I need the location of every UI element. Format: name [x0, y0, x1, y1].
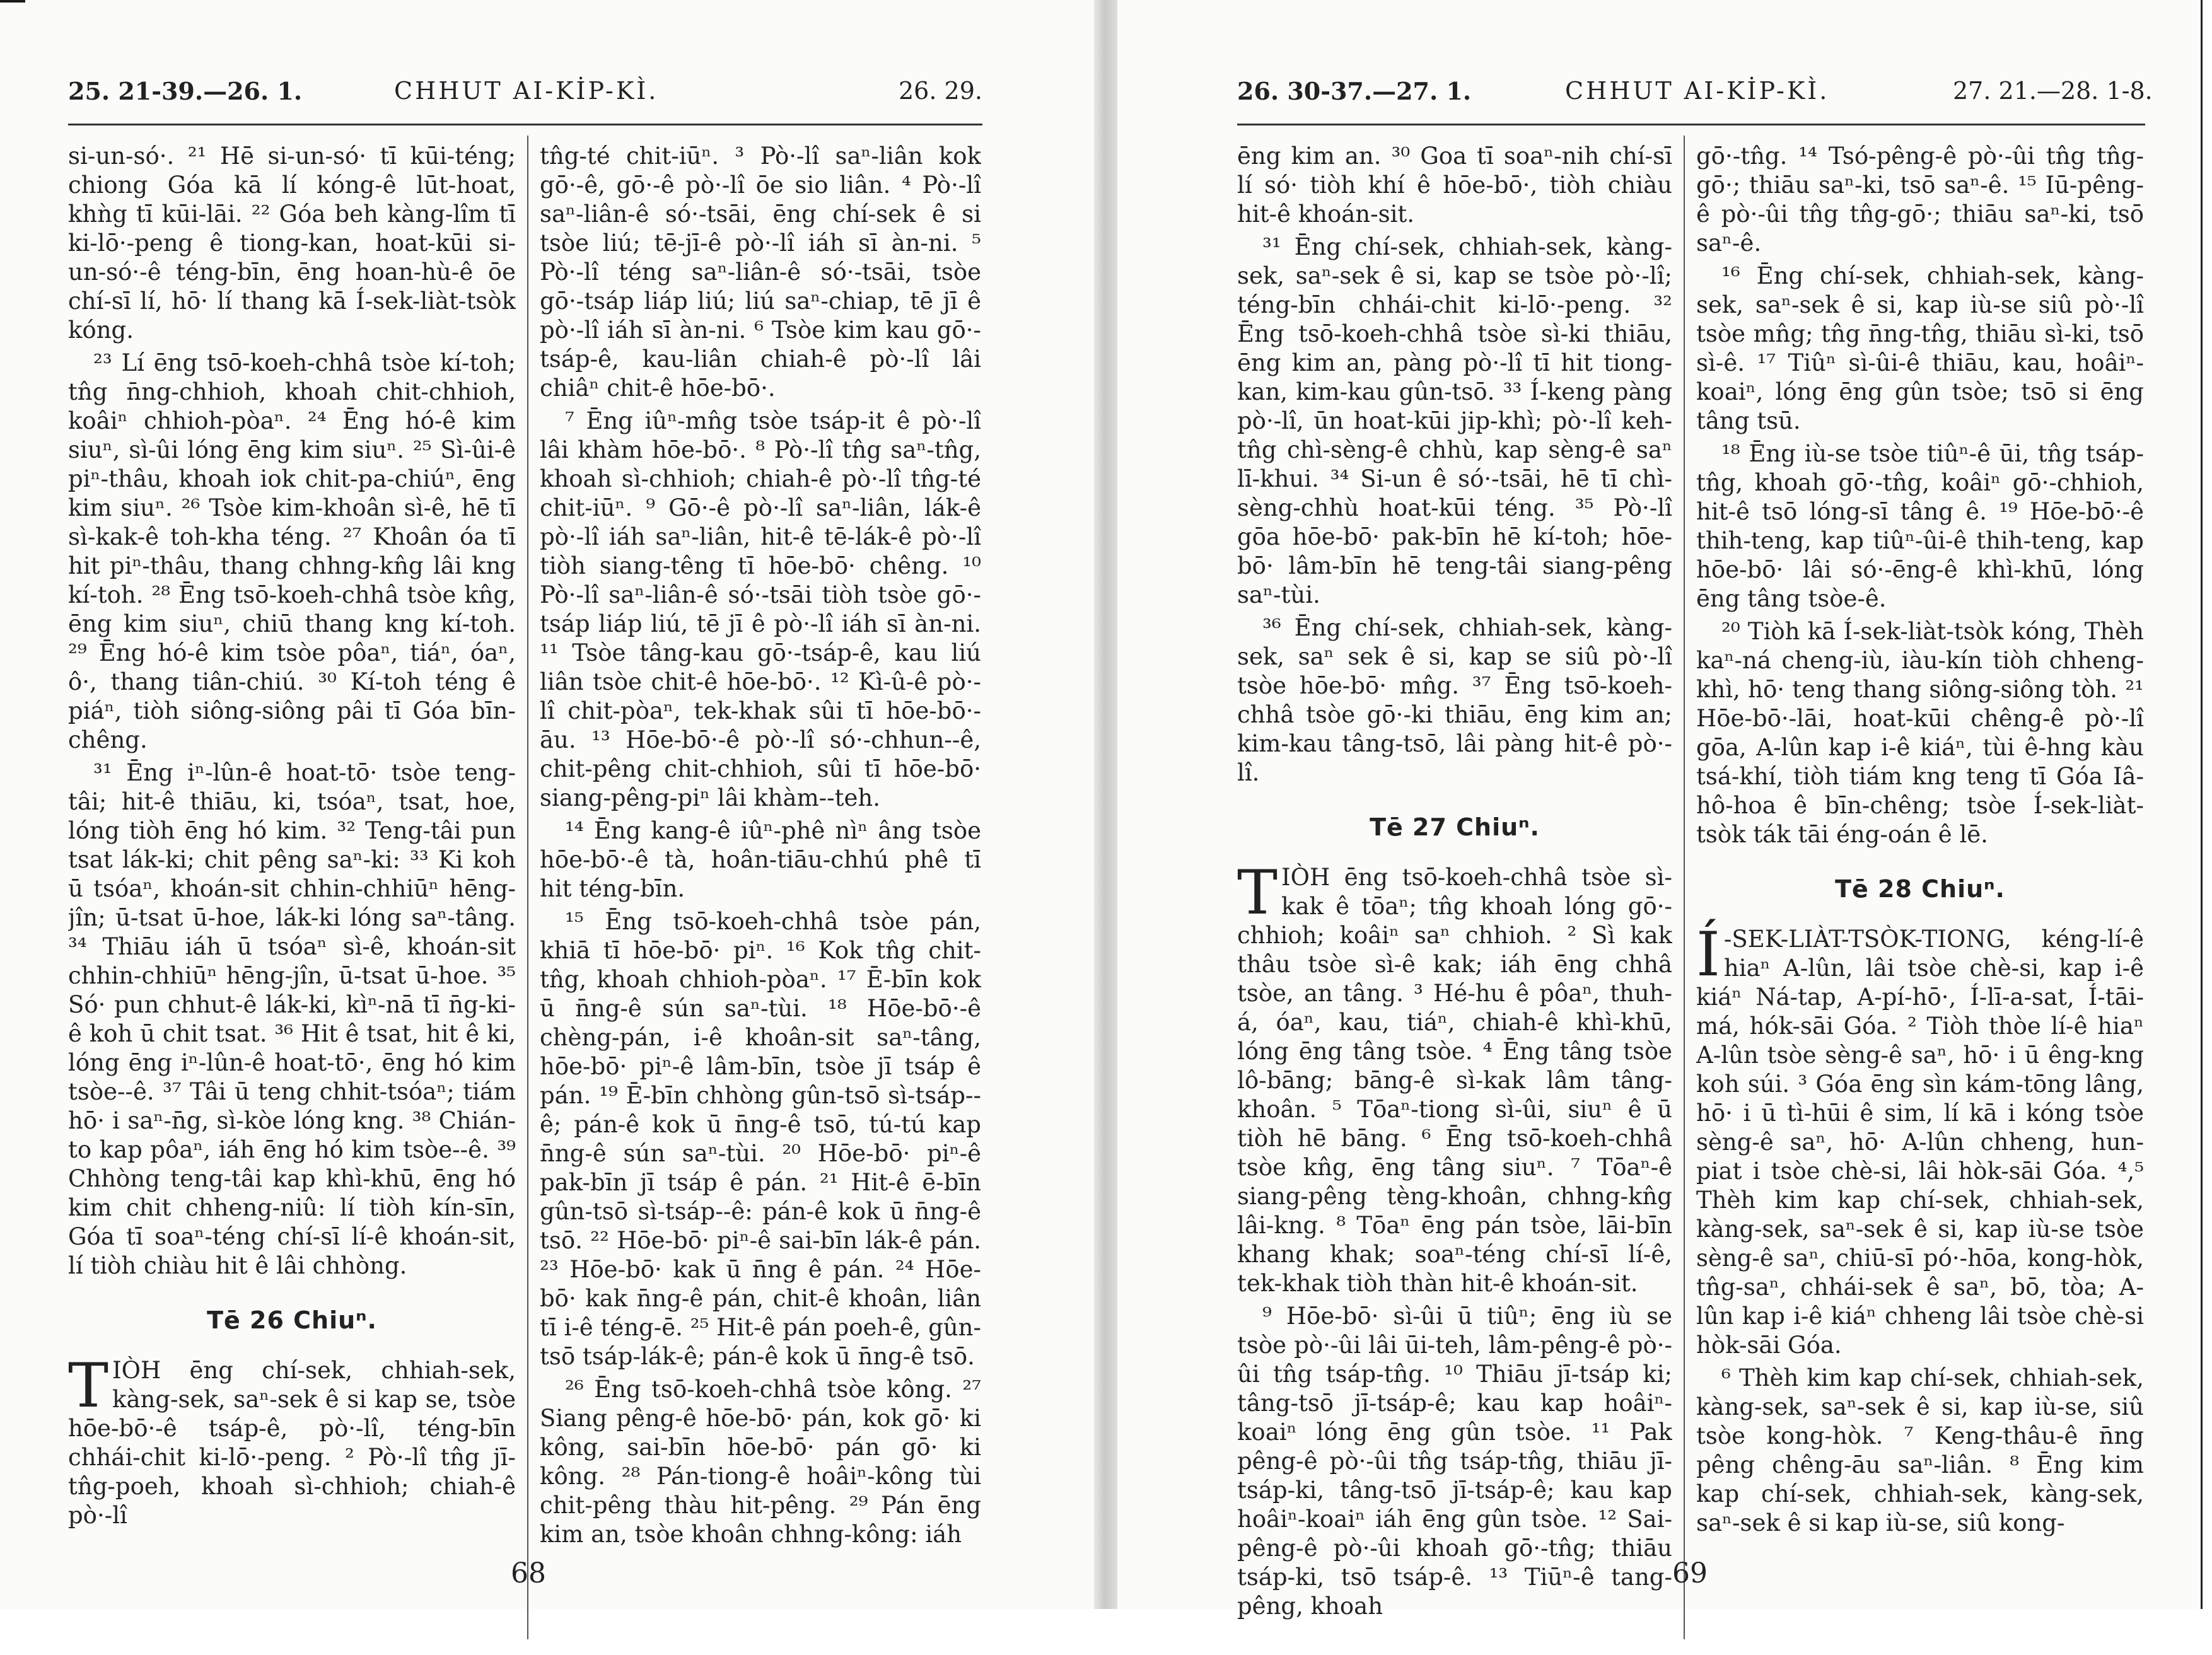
column-divider [527, 136, 528, 1639]
column-divider [1684, 136, 1685, 1639]
paragraph-text: IÒH ēng chí-sek, chhiah-sek, kàng-sek, saⁿ-sek ê si kap se, tsòe hōe-bō·-ê tsáp-ê, pò·-lî, téng-bīn chhái-chit ki-lō·-peng. ² Pò·-lî tn̂g jī-tn̂g-poeh, khoah sì-chhioh; chiah-ê pò·-lî [68, 1357, 516, 1529]
paragraph: ³¹ Ēng iⁿ-lûn-ê hoat-tō· tsòe teng-tâi; hit-ê thiāu, ki, tsóaⁿ, tsat, hoe, lóng tiòh ēng hó kim. ³² Teng-tâi pun tsat lák-ki; chit pêng saⁿ-ki: ³³ Ki koh ū tsóaⁿ, khoán-sit chhin-chhiūⁿ hēng-jîn; ū-tsat ū-hoe, lák-ki lóng saⁿ-tâng. ³⁴ Thiāu iáh ū tsóaⁿ sì-ê, khoán-sit chhin-chhiūⁿ hēng-jîn, ū-tsat ū-hoe. ³⁵ Só· pun chhut-ê lák-ki, kìⁿ-nā tī n̄g-ki-ê koh ū chit tsat. ³⁶ Hit ê tsat, hit ê ki, lóng ēng iⁿ-lûn-ê hoat-tō·, ēng hó kim tsòe--ê. ³⁷ Tâi ū teng chhit-tsóaⁿ; tiám hō· i saⁿ-n̄g, sì-kòe lóng kng. ³⁸ Chián-to kap pôaⁿ, iáh ēng hó kim tsòe--ê. ³⁹ Chhòng teng-tâi kap khì-khū, ēng hó kim chit chheng-niû: lí tiòh kín-sīn, Góa tī soaⁿ-téng chí-sī lí-ê khoán-sit, lí tiòh chiàu hit ê lâi chhòng. [68, 759, 516, 1279]
paragraph-text: IÒH ēng tsō-koeh-chhâ tsòe sì-kak ê tōaⁿ; tn̂g khoah lóng gō·-chhioh; koâiⁿ saⁿ chhioh. ² Sì kak thâu tsòe sì-ê kak; iáh ēng chhâ tsòe, an tâng. ³ Hé-hu ê pôaⁿ, thuh-á, óaⁿ, kau, tiáⁿ, chiah-ê khì-khū, lóng ēng tâng tsòe. ⁴ Ēng tâng tsòe lô-bāng; bāng-ê sì-kak lâm tâng-khoân. ⁵ Tōaⁿ-tiong sì-ûi, siuⁿ ê ū tiòh hē bāng. ⁶ Ēng tsō-koeh-chhâ tsòe kn̂g, ēng tâng siuⁿ. ⁷ Tōaⁿ-ê siang-pêng tèng-khoân, chhng-kn̂g lâi-kng. ⁸ Tōaⁿ ēng pán tsòe, lāi-bīn khang khak; soaⁿ-téng chí-sī lí-ê, tek-khak tiòh thàn hit-ê khoán-sit. [1237, 864, 1672, 1297]
paragraph [1696, 919, 2144, 1360]
chapter-heading: Tē 27 Chiuⁿ. [1370, 813, 1540, 841]
header-rule [68, 124, 982, 125]
scan-edge-top-left [0, 0, 25, 3]
text-column-1 [1237, 142, 1672, 1655]
paragraph: ⁶ Thèh kim kap chí-sek, chhiah-sek, kàng-sek, saⁿ-sek ê si, kap iù-se, siû tsòe kong-hòk. ⁷ Keng-thâu-ê n̄ng pêng chêng-āu saⁿ-liân. ⁸ Ēng kim kap chí-sek, chhiah-sek, kàng-sek, saⁿ-sek ê si kap iù-se, siû kong- [1696, 1364, 2144, 1536]
paragraph: ²⁶ Ēng tsō-koeh-chhâ tsòe kông. ²⁷ Siang pêng-ê hōe-bō· pán, kok gō· ki kông, sai-bīn hōe-bō· pán gō· ki kông. ²⁸ Pán-tiong-ê hoâiⁿ-kông tùi chit-pêng thàu hit-pêng. ²⁹ Pán ēng kim an, tsòe khoân chhng-kông: iáh [540, 1376, 981, 1548]
running-head [0, 77, 1094, 121]
drop-cap: T [1237, 857, 1278, 928]
paragraph: ¹⁴ Ēng kang-ê iûⁿ-phê nìⁿ âng tsòe hōe-bō·-ê tà, hoân-tiāu-chhú phê tī hit téng-bīn. [540, 817, 981, 902]
paragraph: ²⁰ Tiòh kā Í-sek-liàt-tsòk kóng, Thèh kaⁿ-ná cheng-iù, iàu-kín tiòh chheng-khì, hō· teng thang siông-siông tòh. ²¹ Hōe-bō·-lāi, hoat-kūi chêng-ê pò·-lî gōa, A-lûn kap i-ê kiáⁿ, tùi ê-hng kàu tsá-khí, tiòh tiám kng teng tī Góa Iâ-hô-hoa ê bīn-chêng; tsòe Í-sek-liàt-tsòk ták tāi éng-oán ê lē. [1696, 618, 2144, 848]
paragraph-text: -SEK-LIÀT-TSÒK-TIONG, kéng-lí-ê hiaⁿ A-lûn, lâi tsòe chè-si, kap i-ê kiáⁿ Ná-tap, A-pí-hō·, Í-lī-a-sat, Í-tāi-má, hók-sāi Góa. ² Tiòh thòe lí-ê hiaⁿ A-lûn tsòe sèng-ê saⁿ, hō· i ū êng-kng koh súi. ³ Góa ēng sìn kám-tōng lâng, hō· i ū tì-hūi ê sim, lí kā i kóng tsòe sèng-ê saⁿ, hō· A-lûn chheng, hun-piat i tsòe chè-si, lâi hòk-sāi Góa. ⁴,⁵ Thèh kim kap chí-sek, chhiah-sek, kàng-sek, saⁿ-sek ê si, kap iù-se tsòe sèng-ê saⁿ, chiū-sī pó·-hōa, kong-hòk, tn̂g-saⁿ, chhái-sek ê saⁿ, bō, tòa; A-lûn kap i-ê kiáⁿ chheng lâi tsòe chè-si hòk-sāi Góa. [1696, 926, 2144, 1359]
scan-edge-right [2201, 0, 2212, 1609]
paragraph: tn̂g-té chit-iūⁿ. ³ Pò·-lî saⁿ-liân kok gō·-ê, gō·-ê pò·-lî ōe sio liân. ⁴ Pò·-lî saⁿ-liân-ê só·-tsāi, ēng chí-sek ê si tsòe liú; tē-jī-ê pò·-lî iáh sī àn-ni. ⁵ Pò·-lî téng saⁿ-liân-ê só·-tsāi, tsòe gō·-tsáp liáp liú; liú saⁿ-chiap, tē jī ê pò·-lî iáh sī àn-ni. ⁶ Tsòe kim kau gō·-tsáp-ê, kau-liân chiah-ê pò·-lî lâi chiâⁿ chit-ê hōe-bō·. [540, 142, 981, 402]
book-title: CHHUT AI-KİP-KÌ. [394, 77, 659, 105]
header-rule [1237, 124, 2145, 125]
paragraph: ⁷ Ēng iûⁿ-mn̂g tsòe tsáp-it ê pò·-lî lâi khàm hōe-bō·. ⁸ Pò·-lî tn̂g saⁿ-tn̂g, khoah sì-chhioh; chiah-ê pò·-lî tn̂g-té chit-iūⁿ. ⁹ Gō·-ê pò·-lî saⁿ-liân, lák-ê pò·-lî iáh saⁿ-liân, hit-ê tē-lák-ê pò·-lî tiòh siang-têng tī hōe-bō· chêng. ¹⁰ Pò·-lî saⁿ-liân-ê só·-tsāi tiòh tsòe gō·-tsáp liáp liú, tē jī ê pò·-lî iáh sī àn-ni. ¹¹ Tsòe tâng-kau gō·-tsáp-ê, kau liú liân tsòe chit-ê hōe-bō·. ¹² Kì-û-ê pò·-lî chit-pòaⁿ, tek-khak sûi tī hōe-bō·-āu. ¹³ Hōe-bō·-ê pò·-lî só·-chhun--ê, chit-pêng chit-chhioh, sûi tī hōe-bō· siang-pêng-piⁿ lâi khàm--teh. [540, 407, 981, 811]
left-page [0, 0, 1094, 1609]
page-end-ref: 26. 29. [899, 77, 982, 105]
text-column-2 [1696, 142, 2144, 1655]
paragraph [68, 1350, 516, 1530]
chapter-heading: Tē 28 Chiuⁿ. [1835, 875, 2005, 903]
page-number: 69 [1672, 1557, 1708, 1589]
book-gutter [1094, 0, 1117, 1609]
page-end-ref: 27. 21.—28. 1-8. [1953, 77, 2153, 105]
paragraph: ²³ Lí ēng tsō-koeh-chhâ tsòe kí-toh; tn̂g n̄ng-chhioh, khoah chit-chhioh, koâiⁿ chhioh-pòaⁿ. ²⁴ Ēng hó-ê kim siuⁿ, sì-ûi lóng ēng kim siuⁿ. ²⁵ Sì-ûi-ê piⁿ-thâu, khoah iok chit-pa-chiúⁿ, ēng kim siuⁿ. ²⁶ Tsòe kim-khoân sì-ê, hē tī sì-kak-ê toh-kha téng. ²⁷ Khoân óa tī hit piⁿ-thâu, thang chhng-kn̂g lâi kng kí-toh. ²⁸ Ēng tsō-koeh-chhâ tsòe kn̂g, ēng kim siuⁿ, chiū thang kng kí-toh. ²⁹ Ēng hó-ê kim tsòe pôaⁿ, tiáⁿ, óaⁿ, ô·, thang tiân-chiú. ³⁰ Kí-toh téng ê piáⁿ, tiòh siông-siông pâi tī Góa bīn-chêng. [68, 349, 516, 753]
page-number: 68 [511, 1557, 546, 1589]
chapter-heading: Tē 26 Chiuⁿ. [207, 1306, 377, 1334]
drop-cap: Í [1696, 919, 1720, 990]
paragraph [1237, 857, 1672, 1298]
drop-cap: T [68, 1350, 109, 1421]
paragraph: gō·-tn̂g. ¹⁴ Tsó-pêng-ê pò·-ûi tn̂g tn̂g-gō·; thiāu saⁿ-ki, tsō saⁿ-ê. ¹⁵ Iū-pêng-ê pò·-ûi tn̂g tn̂g-gō·; thiāu saⁿ-ki, tsō saⁿ-ê. [1696, 142, 2144, 257]
paragraph: ēng kim an. ³⁰ Goa tī soaⁿ-nih chí-sī lí só· tiòh khí ê hōe-bō·, tiòh chiàu hit-ê khoán-sit. [1237, 142, 1672, 228]
running-head [1117, 77, 2212, 121]
paragraph: si-un-só·. ²¹ Hē si-un-só· tī kūi-téng; chiong Góa kā lí kóng-ê lūt-hoat, khǹg tī kūi-lāi. ²² Góa beh kàng-lîm tī ki-lō·-peng ê tiong-kan, hoat-kūi si-un-só·-ê téng-bīn, ēng hoan-hù-ê ōe chí-sī lí, hō· lí thang kā Í-sek-liàt-tsòk kóng. [68, 142, 516, 344]
paragraph: ¹⁵ Ēng tsō-koeh-chhâ tsòe pán, khiā tī hōe-bō· piⁿ. ¹⁶ Kok tn̂g chit-tn̂g, khoah chhioh-pòaⁿ. ¹⁷ Ē-bīn kok ū n̄ng-ê sún saⁿ-tùi. ¹⁸ Hōe-bō·-ê chèng-pán, i-ê khoân-sit saⁿ-tâng, hōe-bō· piⁿ-ê lâm-bīn, tsòe jī tsáp ê pán. ¹⁹ Ē-bīn chhòng gûn-tsō sì-tsáp--ê; pán-ê kok ū n̄ng-ê tsō, tú-tú kap n̄ng-ê sún saⁿ-tùi. ²⁰ Hōe-bō· piⁿ-ê pak-bīn jī tsáp ê pán. ²¹ Hit-ê ē-bīn gûn-tsō sì-tsáp--ê: pán-ê kok ū n̄ng-ê tsō. ²² Hōe-bō· piⁿ-ê sai-bīn lák-ê pán. ²³ Hōe-bō· kak ū n̄ng ê pán. ²⁴ Hōe-bō· kak n̄ng-ê pán, chit-ê khoân, liân tī i-ê téng-ē. ²⁵ Hit-ê pán poeh-ê, gûn-tsō tsáp-lák-ê; pán-ê kok ū n̄ng-ê tsō. [540, 908, 981, 1370]
paragraph: ⁹ Hōe-bō· sì-ûi ū tiûⁿ; ēng iù se tsòe pò·-ûi lâi ūi-teh, lâm-pêng-ê pò·-ûi tn̂g tsáp-tn̂g. ¹⁰ Thiāu jī-tsáp ki; tâng-tsō jī-tsáp-ê; kau kap hoâiⁿ-koaiⁿ lóng ēng gûn tsòe. ¹¹ Pak pêng-ê pò·-ûi tn̂g tsáp-tn̂g, thiāu jī-tsáp-ki, tâng-tsō jī-tsáp-ê; kau kap hoâiⁿ-koaiⁿ iáh ēng gûn tsòe. ¹² Sai-pêng-ê pò·-ûi khoah gō·-tn̂g; thiāu tsáp-ki, tsō tsáp-ê. ¹³ Tiūⁿ-ê tang-pêng, khoah [1237, 1303, 1672, 1620]
paragraph: ¹⁶ Ēng chí-sek, chhiah-sek, kàng-sek, saⁿ-sek ê si, kap iù-se siû pò·-lî tsòe mn̂g; tn̂g n̄ng-tn̂g, thiāu sì-ki, tsō sì-ê. ¹⁷ Tiûⁿ sì-ûi-ê thiāu, kau, hoâiⁿ-koaiⁿ, lóng ēng gûn tsòe; tsō si ēng tâng tsū. [1696, 262, 2144, 434]
paragraph: ¹⁸ Ēng iù-se tsòe tiûⁿ-ê ūi, tn̂g tsáp-tn̂g, khoah gō·-tn̂g, koâiⁿ gō·-chhioh, hit-ê tsō lóng-sī tâng ê. ¹⁹ Hōe-bō·-ê thih-teng, kap tiûⁿ-ûi-ê thih-teng, kap hōe-bō· lâi só·-ēng-ê khì-khū, lóng ēng tâng tsòe-ê. [1696, 440, 2144, 612]
book-title: CHHUT AI-KİP-KÌ. [1565, 77, 1830, 105]
text-column-1 [68, 142, 516, 1655]
text-column-2 [540, 142, 981, 1655]
paragraph: ³¹ Ēng chí-sek, chhiah-sek, kàng-sek, saⁿ-sek ê si, kap se tsòe pò·-lî; téng-bīn chhái-chit ki-lō·-peng. ³² Ēng tsō-koeh-chhâ tsòe sì-ki thiāu, ēng kim an, pàng pò·-lî tī hit tiong-kan, kim-kau gûn-tsō. ³³ Í-keng pàng pò·-lî, ūn hoat-kūi jip-khì; pò·-lî keh-tn̂g chì-sèng-ê chhù, kap sèng-ê saⁿ lī-khui. ³⁴ Si-un ê só·-tsāi, hē tī chì-sèng-chhù hoat-kūi téng. ³⁵ Pò·-lî gōa hōe-bō· pak-bīn hē kí-toh; hōe-bō· lâm-bīn hē teng-tâi siang-pêng saⁿ-tùi. [1237, 233, 1672, 608]
right-page [1117, 0, 2212, 1620]
paragraph: ³⁶ Ēng chí-sek, chhiah-sek, kàng-sek, saⁿ sek ê si, kap se siû pò·-lî tsòe hōe-bō· mn̂g. ³⁷ Ēng tsō-koeh-chhâ tsòe gō·-ki thiāu, ēng kim an; kim-kau tâng-tsō, lâi pàng hit-ê pò·-lî. [1237, 614, 1672, 786]
verse-range: 25. 21-39.—26. 1. [68, 77, 303, 105]
verse-range: 26. 30-37.—27. 1. [1237, 77, 1472, 105]
